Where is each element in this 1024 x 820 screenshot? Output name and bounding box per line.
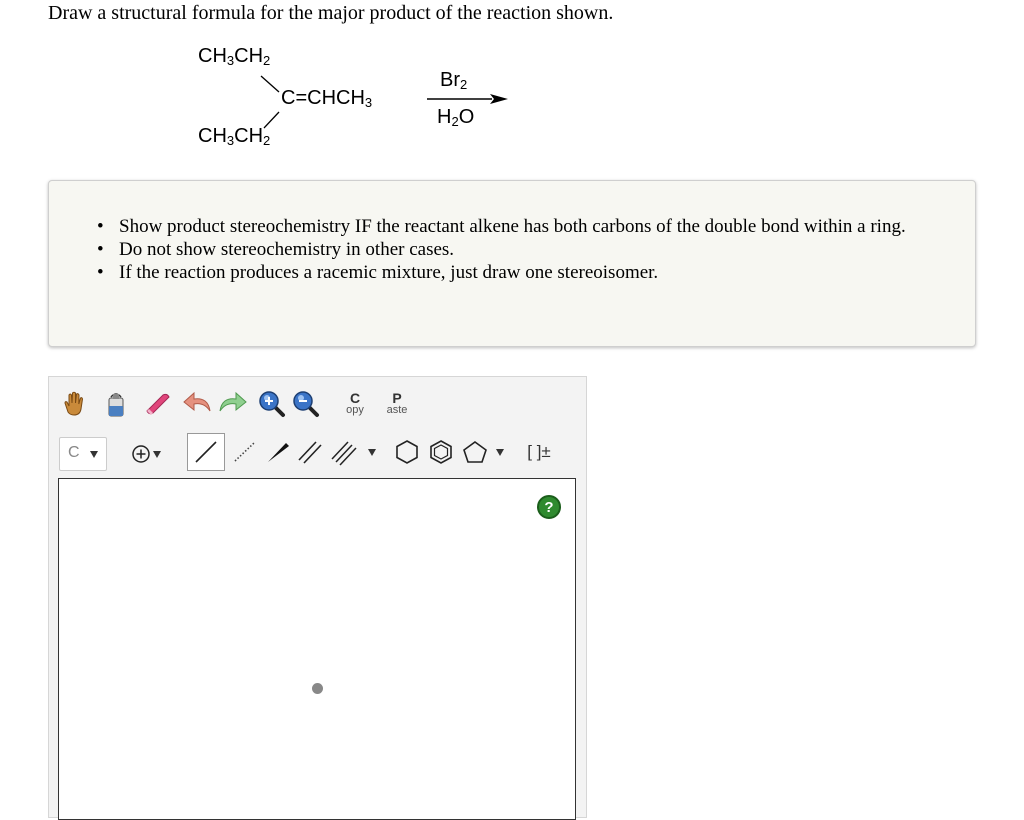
benzene-ring-icon — [427, 438, 455, 466]
pentagon-icon — [461, 438, 489, 466]
instructions-panel — [48, 180, 976, 347]
zoom-out-icon[interactable] — [289, 387, 323, 421]
triple-bond-tool[interactable] — [327, 435, 361, 469]
canvas-marker-dot — [312, 683, 323, 694]
lasso-select-icon[interactable] — [99, 387, 133, 421]
editor-toolbar-bottom — [49, 433, 586, 473]
reagent-bromine: $Br_2$ — [440, 69, 468, 92]
wedge-bond-icon — [264, 438, 292, 466]
reagent-water: $H_2O$ — [437, 106, 475, 129]
instruction-item: • Show product stereochemistry IF the reactant alkene has both carbons of the double bond within a ring. — [97, 216, 906, 237]
charge-plus-button[interactable] — [117, 439, 165, 469]
reaction-scheme — [0, 0, 1024, 170]
editor-toolbar-top — [49, 383, 586, 423]
single-bond-tool[interactable] — [187, 433, 225, 471]
bracket-charge-tool[interactable]: [ ]± — [527, 442, 551, 461]
top-ethyl-group: $CH_3CH_2$ — [198, 45, 271, 68]
chevron-down-icon — [153, 451, 161, 458]
cyclohexane-tool[interactable] — [391, 435, 423, 469]
undo-icon[interactable] — [181, 387, 215, 421]
single-bond-icon — [192, 438, 220, 466]
help-button[interactable]: ? — [537, 495, 561, 519]
bullet-icon: • — [97, 262, 104, 283]
structure-editor — [48, 376, 587, 818]
chevron-down-icon[interactable] — [368, 449, 376, 456]
hashed-bond-icon — [230, 438, 258, 466]
reaction-bonds-and-arrow — [0, 0, 1024, 170]
atom-selector[interactable]: C — [59, 437, 107, 471]
double-bond-tool[interactable] — [293, 435, 327, 469]
alkene-carbon-chain: $C=CHCH_3$ — [281, 87, 373, 110]
chevron-down-icon[interactable] — [496, 449, 504, 456]
bottom-ethyl-group: $CH_3CH_2$ — [198, 125, 271, 148]
wedge-bond-tool[interactable] — [261, 435, 295, 469]
question-text: Draw a structural formula for the major product of the reaction shown. — [48, 2, 614, 24]
move-hand-icon[interactable] — [57, 387, 91, 421]
paste-button[interactable]: P aste — [386, 390, 408, 416]
plus-circle-icon — [130, 443, 152, 465]
cyclopentane-tool[interactable] — [459, 435, 491, 469]
triple-bond-icon — [330, 438, 358, 466]
chevron-down-icon — [90, 451, 98, 458]
redo-icon[interactable] — [215, 387, 249, 421]
copy-button[interactable]: C opy — [346, 390, 364, 416]
hashed-bond-tool[interactable] — [227, 435, 261, 469]
instruction-item: • If the reaction produces a racemic mixture, just draw one stereoisomer. — [97, 262, 659, 283]
instruction-item: • Do not show stereochemistry in other cases. — [97, 239, 455, 260]
instructions-list — [97, 215, 957, 284]
double-bond-icon — [296, 438, 324, 466]
hexagon-icon — [393, 438, 421, 466]
bullet-icon: • — [97, 239, 104, 260]
eraser-icon[interactable] — [141, 387, 175, 421]
benzene-tool[interactable] — [425, 435, 457, 469]
zoom-in-icon[interactable] — [255, 387, 289, 421]
bullet-icon: • — [97, 216, 104, 237]
drawing-canvas[interactable] — [58, 478, 576, 820]
